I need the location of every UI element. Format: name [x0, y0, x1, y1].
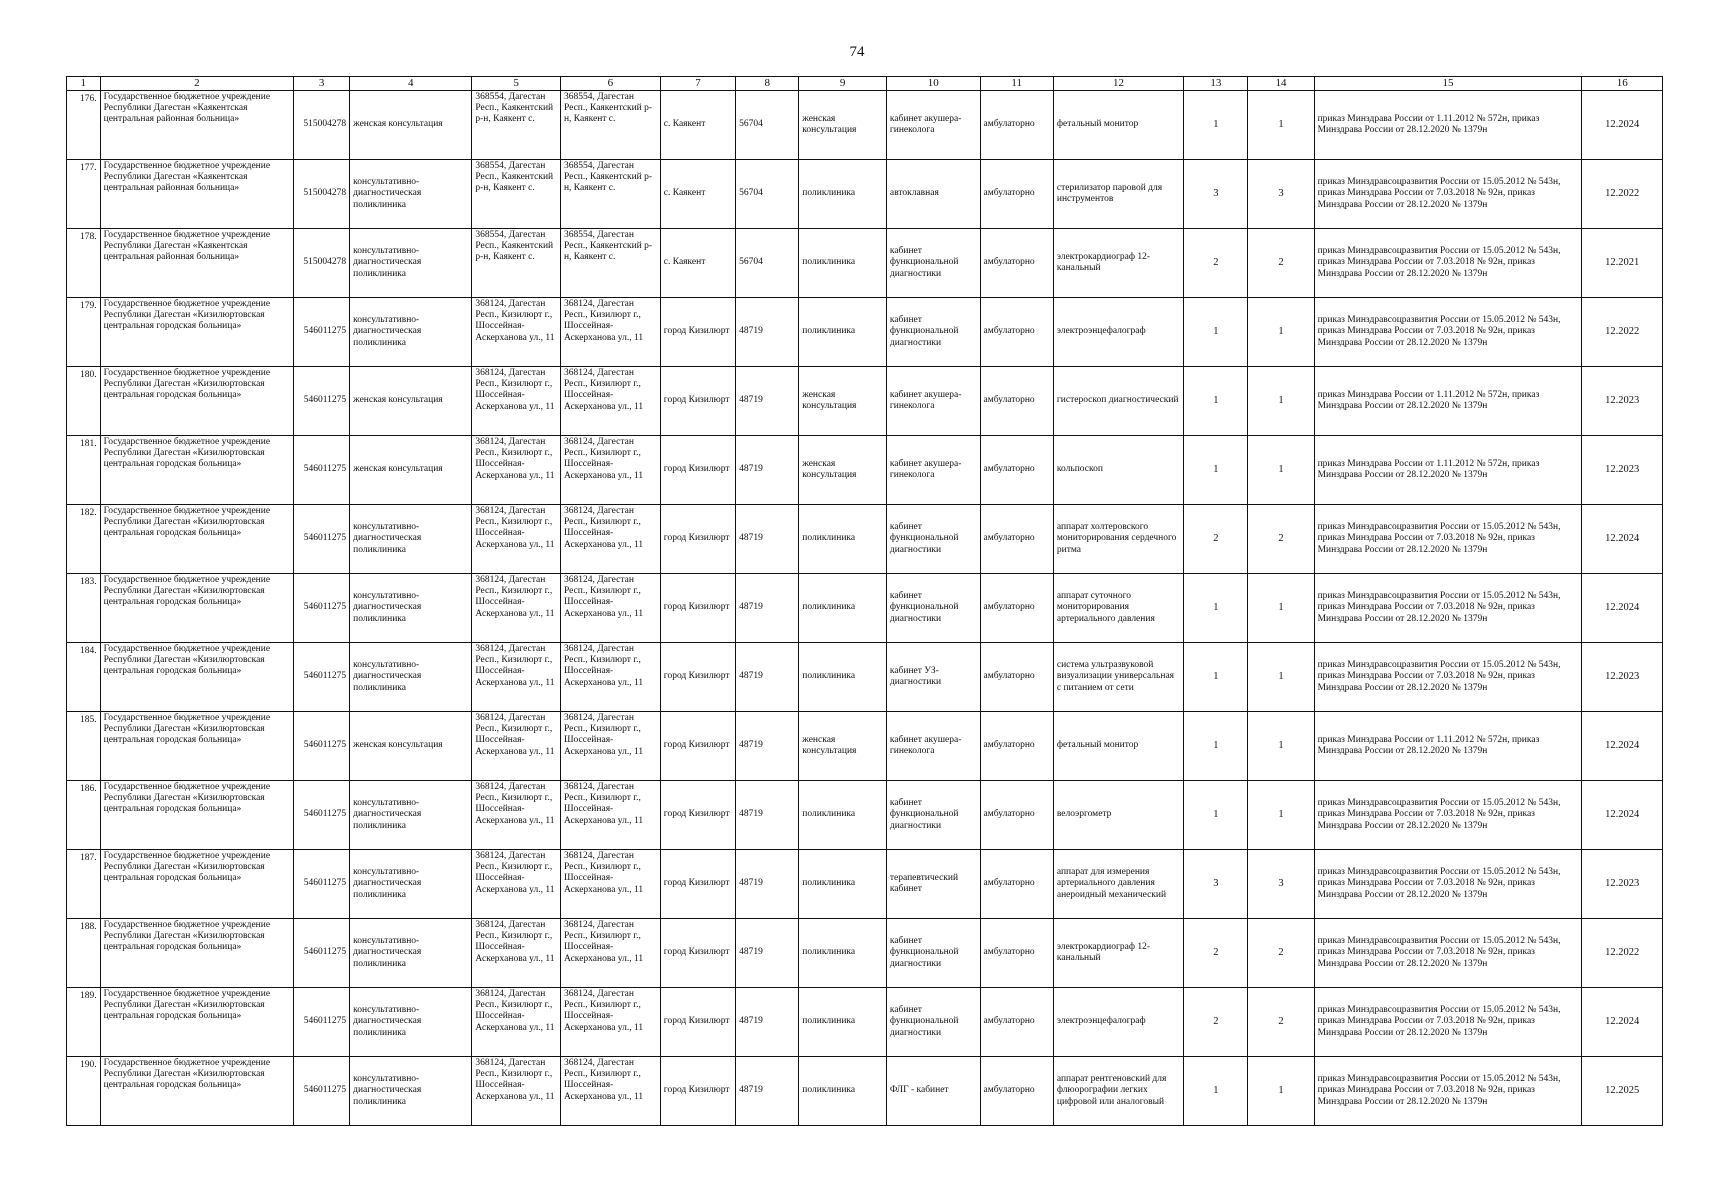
- table-row: [67, 642, 1663, 711]
- organization-name-cell: Государственное бюджетное учреждение Республики Дагестан «Кизилюртовская центральная городская больница»: [100, 987, 294, 1056]
- subdivision-cell: консультативно-диагностическая поликлиника: [350, 228, 472, 297]
- room-name-cell: терапевтический кабинет: [886, 849, 980, 918]
- table-row: [67, 849, 1663, 918]
- room-name-cell: кабинет акушера-гинеколога: [886, 435, 980, 504]
- row-number-cell: 177.: [67, 159, 101, 228]
- organization-name-cell: Государственное бюджетное учреждение Республики Дагестан «Кизилюртовская центральная городская больница»: [100, 297, 294, 366]
- locality-cell: город Кизилюрт: [660, 711, 735, 780]
- division-type-cell: поликлиника: [799, 297, 887, 366]
- subdivision-cell: консультативно-диагностическая поликлиника: [350, 780, 472, 849]
- room-name-cell: ФЛГ - кабинет: [886, 1056, 980, 1125]
- column-header: 12: [1053, 77, 1183, 91]
- quantity-planned-cell: 1: [1248, 573, 1314, 642]
- quantity-required-cell: 2: [1184, 918, 1248, 987]
- due-date-cell: 12.2024: [1582, 504, 1663, 573]
- column-header: 11: [980, 77, 1053, 91]
- regulatory-basis-cell: приказ Минздрава России от 1.11.2012 № 572н, приказ Минздрава России от 28.12.2020 № 1379н: [1314, 90, 1582, 159]
- regulatory-basis-cell: приказ Минздравсоцразвития России от 15.05.2012 № 543н, приказ Минздрава России от 7.03.2018 № 92н, приказ Минздрава России от 28.12.2020 № 1379н: [1314, 849, 1582, 918]
- room-name-cell: кабинет акушера-гинеколога: [886, 366, 980, 435]
- column-header: 3: [294, 77, 350, 91]
- equipment-name-cell: гистероскоп диагностический: [1053, 366, 1183, 435]
- column-header: 6: [560, 77, 660, 91]
- room-name-cell: кабинет функциональной диагностики: [886, 918, 980, 987]
- division-type-cell: поликлиника: [799, 504, 887, 573]
- quantity-planned-cell: 2: [1248, 987, 1314, 1056]
- address-actual-cell: 368124, Дагестан Респ., Кизилюрт г., Шоссейная-Аскерханова ул., 11: [560, 987, 660, 1056]
- quantity-planned-cell: 2: [1248, 228, 1314, 297]
- row-number-cell: 178.: [67, 228, 101, 297]
- table-header-row: [67, 77, 1663, 91]
- regulatory-basis-cell: приказ Минздравсоцразвития России от 15.05.2012 № 543н, приказ Минздрава России от 7.03.2018 № 92н, приказ Минздрава России от 28.12.2020 № 1379н: [1314, 642, 1582, 711]
- regulatory-basis-cell: приказ Минздрава России от 1.11.2012 № 572н, приказ Минздрава России от 28.12.2020 № 1379н: [1314, 711, 1582, 780]
- address-actual-cell: 368124, Дагестан Респ., Кизилюрт г., Шоссейная-Аскерханова ул., 11: [560, 504, 660, 573]
- subdivision-cell: женская консультация: [350, 366, 472, 435]
- oktmo-code-cell: 48719: [736, 297, 799, 366]
- quantity-required-cell: 2: [1184, 987, 1248, 1056]
- equipment-name-cell: электроэнцефалограф: [1053, 297, 1183, 366]
- table-row: [67, 780, 1663, 849]
- due-date-cell: 12.2024: [1582, 711, 1663, 780]
- equipment-name-cell: фетальный монитор: [1053, 90, 1183, 159]
- table-row: [67, 159, 1663, 228]
- row-number-cell: 186.: [67, 780, 101, 849]
- address-legal-cell: 368554, Дагестан Респ., Каякентский р-н, Каякент с.: [472, 159, 561, 228]
- organization-name-cell: Государственное бюджетное учреждение Республики Дагестан «Кизилюртовская центральная городская больница»: [100, 711, 294, 780]
- row-number-cell: 187.: [67, 849, 101, 918]
- address-legal-cell: 368124, Дагестан Респ., Кизилюрт г., Шоссейная-Аскерханова ул., 11: [472, 297, 561, 366]
- row-number-cell: 182.: [67, 504, 101, 573]
- oktmo-code-cell: 48719: [736, 435, 799, 504]
- locality-cell: с. Каякент: [660, 90, 735, 159]
- row-number-cell: 188.: [67, 918, 101, 987]
- address-actual-cell: 368124, Дагестан Респ., Кизилюрт г., Шоссейная-Аскерханова ул., 11: [560, 711, 660, 780]
- organization-code-cell: 546011275: [294, 918, 350, 987]
- locality-cell: город Кизилюрт: [660, 918, 735, 987]
- regulatory-basis-cell: приказ Минздрава России от 1.11.2012 № 572н, приказ Минздрава России от 28.12.2020 № 1379н: [1314, 435, 1582, 504]
- address-legal-cell: 368124, Дагестан Респ., Кизилюрт г., Шоссейная-Аскерханова ул., 11: [472, 987, 561, 1056]
- address-actual-cell: 368124, Дагестан Респ., Кизилюрт г., Шоссейная-Аскерханова ул., 11: [560, 1056, 660, 1125]
- due-date-cell: 12.2024: [1582, 90, 1663, 159]
- care-type-cell: амбулаторно: [980, 297, 1053, 366]
- care-type-cell: амбулаторно: [980, 228, 1053, 297]
- quantity-planned-cell: 2: [1248, 918, 1314, 987]
- room-name-cell: автоклавная: [886, 159, 980, 228]
- oktmo-code-cell: 48719: [736, 642, 799, 711]
- column-header: 9: [799, 77, 887, 91]
- due-date-cell: 12.2023: [1582, 642, 1663, 711]
- organization-code-cell: 546011275: [294, 366, 350, 435]
- room-name-cell: кабинет акушера-гинеколога: [886, 90, 980, 159]
- column-header: 1: [67, 77, 101, 91]
- address-legal-cell: 368124, Дагестан Респ., Кизилюрт г., Шоссейная-Аскерханова ул., 11: [472, 435, 561, 504]
- organization-code-cell: 546011275: [294, 504, 350, 573]
- division-type-cell: женская консультация: [799, 90, 887, 159]
- address-actual-cell: 368124, Дагестан Респ., Кизилюрт г., Шоссейная-Аскерханова ул., 11: [560, 780, 660, 849]
- quantity-required-cell: 1: [1184, 366, 1248, 435]
- organization-code-cell: 546011275: [294, 297, 350, 366]
- locality-cell: город Кизилюрт: [660, 297, 735, 366]
- address-actual-cell: 368124, Дагестан Респ., Кизилюрт г., Шоссейная-Аскерханова ул., 11: [560, 366, 660, 435]
- room-name-cell: кабинет функциональной диагностики: [886, 987, 980, 1056]
- care-type-cell: амбулаторно: [980, 642, 1053, 711]
- subdivision-cell: консультативно-диагностическая поликлиника: [350, 642, 472, 711]
- quantity-planned-cell: 2: [1248, 504, 1314, 573]
- care-type-cell: амбулаторно: [980, 849, 1053, 918]
- due-date-cell: 12.2022: [1582, 159, 1663, 228]
- row-number-cell: 179.: [67, 297, 101, 366]
- regulatory-basis-cell: приказ Минздравсоцразвития России от 15.05.2012 № 543н, приказ Минздрава России от 7.03.2018 № 92н, приказ Минздрава России от 28.12.2020 № 1379н: [1314, 1056, 1582, 1125]
- oktmo-code-cell: 48719: [736, 987, 799, 1056]
- table-row: [67, 228, 1663, 297]
- equipment-name-cell: фетальный монитор: [1053, 711, 1183, 780]
- oktmo-code-cell: 56704: [736, 90, 799, 159]
- organization-name-cell: Государственное бюджетное учреждение Республики Дагестан «Кизилюртовская центральная городская больница»: [100, 1056, 294, 1125]
- quantity-planned-cell: 1: [1248, 780, 1314, 849]
- room-name-cell: кабинет функциональной диагностики: [886, 573, 980, 642]
- quantity-required-cell: 3: [1184, 159, 1248, 228]
- regulatory-basis-cell: приказ Минздравсоцразвития России от 15.05.2012 № 543н, приказ Минздрава России от 7.03.2018 № 92н, приказ Минздрава России от 28.12.2020 № 1379н: [1314, 780, 1582, 849]
- regulatory-basis-cell: приказ Минздравсоцразвития России от 15.05.2012 № 543н, приказ Минздрава России от 7.03.2018 № 92н, приказ Минздрава России от 28.12.2020 № 1379н: [1314, 504, 1582, 573]
- row-number-cell: 185.: [67, 711, 101, 780]
- due-date-cell: 12.2021: [1582, 228, 1663, 297]
- table-row: [67, 573, 1663, 642]
- equipment-name-cell: велоэргометр: [1053, 780, 1183, 849]
- equipment-name-cell: аппарат суточного мониторирования артериального давления: [1053, 573, 1183, 642]
- table-row: [67, 987, 1663, 1056]
- row-number-cell: 183.: [67, 573, 101, 642]
- quantity-planned-cell: 1: [1248, 642, 1314, 711]
- organization-code-cell: 546011275: [294, 711, 350, 780]
- equipment-name-cell: стерилизатор паровой для инструментов: [1053, 159, 1183, 228]
- division-type-cell: поликлиника: [799, 918, 887, 987]
- subdivision-cell: консультативно-диагностическая поликлиника: [350, 573, 472, 642]
- quantity-planned-cell: 1: [1248, 1056, 1314, 1125]
- regulatory-basis-cell: приказ Минздрава России от 1.11.2012 № 572н, приказ Минздрава России от 28.12.2020 № 1379н: [1314, 366, 1582, 435]
- regulatory-basis-cell: приказ Минздравсоцразвития России от 15.05.2012 № 543н, приказ Минздрава России от 7.03.2018 № 92н, приказ Минздрава России от 28.12.2020 № 1379н: [1314, 159, 1582, 228]
- division-type-cell: поликлиника: [799, 159, 887, 228]
- oktmo-code-cell: 48719: [736, 1056, 799, 1125]
- organization-name-cell: Государственное бюджетное учреждение Республики Дагестан «Кизилюртовская центральная городская больница»: [100, 849, 294, 918]
- locality-cell: город Кизилюрт: [660, 435, 735, 504]
- address-legal-cell: 368554, Дагестан Респ., Каякентский р-н, Каякент с.: [472, 228, 561, 297]
- subdivision-cell: женская консультация: [350, 90, 472, 159]
- organization-code-cell: 546011275: [294, 642, 350, 711]
- subdivision-cell: консультативно-диагностическая поликлиника: [350, 297, 472, 366]
- address-legal-cell: 368124, Дагестан Респ., Кизилюрт г., Шоссейная-Аскерханова ул., 11: [472, 573, 561, 642]
- locality-cell: с. Каякент: [660, 159, 735, 228]
- oktmo-code-cell: 48719: [736, 780, 799, 849]
- table-row: [67, 1056, 1663, 1125]
- organization-name-cell: Государственное бюджетное учреждение Республики Дагестан «Кизилюртовская центральная городская больница»: [100, 435, 294, 504]
- quantity-required-cell: 1: [1184, 642, 1248, 711]
- organization-code-cell: 546011275: [294, 573, 350, 642]
- equipment-name-cell: аппарат для измерения артериального давления анероидный механический: [1053, 849, 1183, 918]
- equipment-name-cell: аппарат рентгеновский для флюорографии легких цифровой или аналоговый: [1053, 1056, 1183, 1125]
- column-header: 16: [1582, 77, 1663, 91]
- address-legal-cell: 368124, Дагестан Респ., Кизилюрт г., Шоссейная-Аскерханова ул., 11: [472, 711, 561, 780]
- quantity-required-cell: 1: [1184, 90, 1248, 159]
- regulatory-basis-cell: приказ Минздравсоцразвития России от 15.05.2012 № 543н, приказ Минздрава России от 7.03.2018 № 92н, приказ Минздрава России от 28.12.2020 № 1379н: [1314, 987, 1582, 1056]
- page-number: 74: [849, 44, 865, 60]
- organization-name-cell: Государственное бюджетное учреждение Республики Дагестан «Кизилюртовская центральная городская больница»: [100, 642, 294, 711]
- equipment-name-cell: система ультразвуковой визуализации универсальная с питанием от сети: [1053, 642, 1183, 711]
- address-legal-cell: 368124, Дагестан Респ., Кизилюрт г., Шоссейная-Аскерханова ул., 11: [472, 849, 561, 918]
- organization-name-cell: Государственное бюджетное учреждение Республики Дагестан «Каякентская центральная районная больница»: [100, 159, 294, 228]
- organization-name-cell: Государственное бюджетное учреждение Республики Дагестан «Каякентская центральная районная больница»: [100, 90, 294, 159]
- subdivision-cell: консультативно-диагностическая поликлиника: [350, 159, 472, 228]
- division-type-cell: поликлиника: [799, 228, 887, 297]
- due-date-cell: 12.2024: [1582, 987, 1663, 1056]
- organization-name-cell: Государственное бюджетное учреждение Республики Дагестан «Кизилюртовская центральная городская больница»: [100, 780, 294, 849]
- care-type-cell: амбулаторно: [980, 159, 1053, 228]
- locality-cell: город Кизилюрт: [660, 366, 735, 435]
- address-legal-cell: 368124, Дагестан Респ., Кизилюрт г., Шоссейная-Аскерханова ул., 11: [472, 642, 561, 711]
- column-header: 13: [1184, 77, 1248, 91]
- equipment-name-cell: электрокардиограф 12-канальный: [1053, 918, 1183, 987]
- division-type-cell: поликлиника: [799, 987, 887, 1056]
- address-actual-cell: 368124, Дагестан Респ., Кизилюрт г., Шоссейная-Аскерханова ул., 11: [560, 642, 660, 711]
- room-name-cell: кабинет функциональной диагностики: [886, 228, 980, 297]
- division-type-cell: женская консультация: [799, 711, 887, 780]
- due-date-cell: 12.2023: [1582, 435, 1663, 504]
- care-type-cell: амбулаторно: [980, 1056, 1053, 1125]
- oktmo-code-cell: 48719: [736, 366, 799, 435]
- address-legal-cell: 368124, Дагестан Респ., Кизилюрт г., Шоссейная-Аскерханова ул., 11: [472, 366, 561, 435]
- due-date-cell: 12.2022: [1582, 297, 1663, 366]
- quantity-required-cell: 1: [1184, 435, 1248, 504]
- organization-code-cell: 515004278: [294, 90, 350, 159]
- quantity-planned-cell: 3: [1248, 159, 1314, 228]
- address-actual-cell: 368124, Дагестан Респ., Кизилюрт г., Шоссейная-Аскерханова ул., 11: [560, 297, 660, 366]
- quantity-required-cell: 1: [1184, 711, 1248, 780]
- table-row: [67, 297, 1663, 366]
- room-name-cell: кабинет УЗ-диагностики: [886, 642, 980, 711]
- division-type-cell: поликлиника: [799, 573, 887, 642]
- care-type-cell: амбулаторно: [980, 780, 1053, 849]
- locality-cell: город Кизилюрт: [660, 987, 735, 1056]
- quantity-required-cell: 1: [1184, 780, 1248, 849]
- room-name-cell: кабинет функциональной диагностики: [886, 504, 980, 573]
- care-type-cell: амбулаторно: [980, 435, 1053, 504]
- locality-cell: город Кизилюрт: [660, 780, 735, 849]
- room-name-cell: кабинет функциональной диагностики: [886, 297, 980, 366]
- division-type-cell: поликлиника: [799, 780, 887, 849]
- address-actual-cell: 368124, Дагестан Респ., Кизилюрт г., Шоссейная-Аскерханова ул., 11: [560, 573, 660, 642]
- room-name-cell: кабинет акушера-гинеколога: [886, 711, 980, 780]
- subdivision-cell: женская консультация: [350, 435, 472, 504]
- equipment-name-cell: электрокардиограф 12-канальный: [1053, 228, 1183, 297]
- organization-code-cell: 546011275: [294, 780, 350, 849]
- table-body: [67, 90, 1663, 1125]
- column-header: 7: [660, 77, 735, 91]
- organization-name-cell: Государственное бюджетное учреждение Республики Дагестан «Кизилюртовская центральная городская больница»: [100, 573, 294, 642]
- subdivision-cell: консультативно-диагностическая поликлиника: [350, 849, 472, 918]
- column-header: 5: [472, 77, 561, 91]
- locality-cell: с. Каякент: [660, 228, 735, 297]
- oktmo-code-cell: 48719: [736, 918, 799, 987]
- organization-code-cell: 546011275: [294, 987, 350, 1056]
- quantity-required-cell: 2: [1184, 504, 1248, 573]
- column-header: 8: [736, 77, 799, 91]
- due-date-cell: 12.2024: [1582, 780, 1663, 849]
- oktmo-code-cell: 56704: [736, 159, 799, 228]
- equipment-name-cell: аппарат холтеровского мониторирования сердечного ритма: [1053, 504, 1183, 573]
- care-type-cell: амбулаторно: [980, 573, 1053, 642]
- locality-cell: город Кизилюрт: [660, 849, 735, 918]
- quantity-planned-cell: 1: [1248, 711, 1314, 780]
- address-actual-cell: 368554, Дагестан Респ., Каякентский р-н, Каякент с.: [560, 159, 660, 228]
- care-type-cell: амбулаторно: [980, 711, 1053, 780]
- locality-cell: город Кизилюрт: [660, 573, 735, 642]
- table-row: [67, 711, 1663, 780]
- due-date-cell: 12.2023: [1582, 849, 1663, 918]
- equipment-name-cell: электроэнцефалограф: [1053, 987, 1183, 1056]
- care-type-cell: амбулаторно: [980, 918, 1053, 987]
- table-row: [67, 366, 1663, 435]
- regulatory-basis-cell: приказ Минздравсоцразвития России от 15.05.2012 № 543н, приказ Минздрава России от 7.03.2018 № 92н, приказ Минздрава России от 28.12.2020 № 1379н: [1314, 228, 1582, 297]
- column-header: 10: [886, 77, 980, 91]
- subdivision-cell: женская консультация: [350, 711, 472, 780]
- subdivision-cell: консультативно-диагностическая поликлиника: [350, 1056, 472, 1125]
- regulatory-basis-cell: приказ Минздравсоцразвития России от 15.05.2012 № 543н, приказ Минздрава России от 7.03.2018 № 92н, приказ Минздрава России от 28.12.2020 № 1379н: [1314, 573, 1582, 642]
- due-date-cell: 12.2023: [1582, 366, 1663, 435]
- due-date-cell: 12.2025: [1582, 1056, 1663, 1125]
- address-actual-cell: 368124, Дагестан Респ., Кизилюрт г., Шоссейная-Аскерханова ул., 11: [560, 918, 660, 987]
- organization-code-cell: 546011275: [294, 1056, 350, 1125]
- organization-code-cell: 515004278: [294, 228, 350, 297]
- division-type-cell: поликлиника: [799, 642, 887, 711]
- division-type-cell: поликлиника: [799, 849, 887, 918]
- quantity-planned-cell: 3: [1248, 849, 1314, 918]
- quantity-planned-cell: 1: [1248, 366, 1314, 435]
- table-row: [67, 504, 1663, 573]
- table-row: [67, 90, 1663, 159]
- regulatory-basis-cell: приказ Минздравсоцразвития России от 15.05.2012 № 543н, приказ Минздрава России от 7.03.2018 № 92н, приказ Минздрава России от 28.12.2020 № 1379н: [1314, 918, 1582, 987]
- column-header: 14: [1248, 77, 1314, 91]
- care-type-cell: амбулаторно: [980, 504, 1053, 573]
- locality-cell: город Кизилюрт: [660, 504, 735, 573]
- quantity-required-cell: 1: [1184, 1056, 1248, 1125]
- organization-code-cell: 546011275: [294, 435, 350, 504]
- address-legal-cell: 368124, Дагестан Респ., Кизилюрт г., Шоссейная-Аскерханова ул., 11: [472, 780, 561, 849]
- room-name-cell: кабинет функциональной диагностики: [886, 780, 980, 849]
- address-actual-cell: 368124, Дагестан Респ., Кизилюрт г., Шоссейная-Аскерханова ул., 11: [560, 849, 660, 918]
- address-legal-cell: 368124, Дагестан Респ., Кизилюрт г., Шоссейная-Аскерханова ул., 11: [472, 504, 561, 573]
- address-legal-cell: 368124, Дагестан Респ., Кизилюрт г., Шоссейная-Аскерханова ул., 11: [472, 1056, 561, 1125]
- regulatory-basis-cell: приказ Минздравсоцразвития России от 15.05.2012 № 543н, приказ Минздрава России от 7.03.2018 № 92н, приказ Минздрава России от 28.12.2020 № 1379н: [1314, 297, 1582, 366]
- organization-name-cell: Государственное бюджетное учреждение Республики Дагестан «Кизилюртовская центральная городская больница»: [100, 504, 294, 573]
- quantity-planned-cell: 1: [1248, 435, 1314, 504]
- care-type-cell: амбулаторно: [980, 90, 1053, 159]
- organization-name-cell: Государственное бюджетное учреждение Республики Дагестан «Кизилюртовская центральная городская больница»: [100, 918, 294, 987]
- column-header: 4: [350, 77, 472, 91]
- quantity-required-cell: 2: [1184, 228, 1248, 297]
- division-type-cell: поликлиника: [799, 1056, 887, 1125]
- row-number-cell: 189.: [67, 987, 101, 1056]
- care-type-cell: амбулаторно: [980, 987, 1053, 1056]
- row-number-cell: 190.: [67, 1056, 101, 1125]
- oktmo-code-cell: 48719: [736, 504, 799, 573]
- subdivision-cell: консультативно-диагностическая поликлиника: [350, 987, 472, 1056]
- address-legal-cell: 368124, Дагестан Респ., Кизилюрт г., Шоссейная-Аскерханова ул., 11: [472, 918, 561, 987]
- oktmo-code-cell: 48719: [736, 711, 799, 780]
- address-actual-cell: 368124, Дагестан Респ., Кизилюрт г., Шоссейная-Аскерханова ул., 11: [560, 435, 660, 504]
- quantity-planned-cell: 1: [1248, 297, 1314, 366]
- due-date-cell: 12.2022: [1582, 918, 1663, 987]
- quantity-required-cell: 3: [1184, 849, 1248, 918]
- oktmo-code-cell: 56704: [736, 228, 799, 297]
- organization-name-cell: Государственное бюджетное учреждение Республики Дагестан «Кизилюртовская центральная городская больница»: [100, 366, 294, 435]
- due-date-cell: 12.2024: [1582, 573, 1663, 642]
- row-number-cell: 180.: [67, 366, 101, 435]
- care-type-cell: амбулаторно: [980, 366, 1053, 435]
- organization-name-cell: Государственное бюджетное учреждение Республики Дагестан «Каякентская центральная районная больница»: [100, 228, 294, 297]
- equipment-register-table: [66, 76, 1663, 1126]
- organization-code-cell: 546011275: [294, 849, 350, 918]
- division-type-cell: женская консультация: [799, 435, 887, 504]
- address-actual-cell: 368554, Дагестан Респ., Каякентский р-н, Каякент с.: [560, 228, 660, 297]
- quantity-planned-cell: 1: [1248, 90, 1314, 159]
- quantity-required-cell: 1: [1184, 297, 1248, 366]
- table-row: [67, 918, 1663, 987]
- subdivision-cell: консультативно-диагностическая поликлиника: [350, 504, 472, 573]
- organization-code-cell: 515004278: [294, 159, 350, 228]
- row-number-cell: 181.: [67, 435, 101, 504]
- division-type-cell: женская консультация: [799, 366, 887, 435]
- address-legal-cell: 368554, Дагестан Респ., Каякентский р-н, Каякент с.: [472, 90, 561, 159]
- oktmo-code-cell: 48719: [736, 573, 799, 642]
- row-number-cell: 176.: [67, 90, 101, 159]
- address-actual-cell: 368554, Дагестан Респ., Каякентский р-н, Каякент с.: [560, 90, 660, 159]
- column-header: 15: [1314, 77, 1582, 91]
- equipment-name-cell: кольпоскоп: [1053, 435, 1183, 504]
- table-row: [67, 435, 1663, 504]
- locality-cell: город Кизилюрт: [660, 642, 735, 711]
- column-header: 2: [100, 77, 294, 91]
- row-number-cell: 184.: [67, 642, 101, 711]
- oktmo-code-cell: 48719: [736, 849, 799, 918]
- quantity-required-cell: 1: [1184, 573, 1248, 642]
- locality-cell: город Кизилюрт: [660, 1056, 735, 1125]
- subdivision-cell: консультативно-диагностическая поликлиника: [350, 918, 472, 987]
